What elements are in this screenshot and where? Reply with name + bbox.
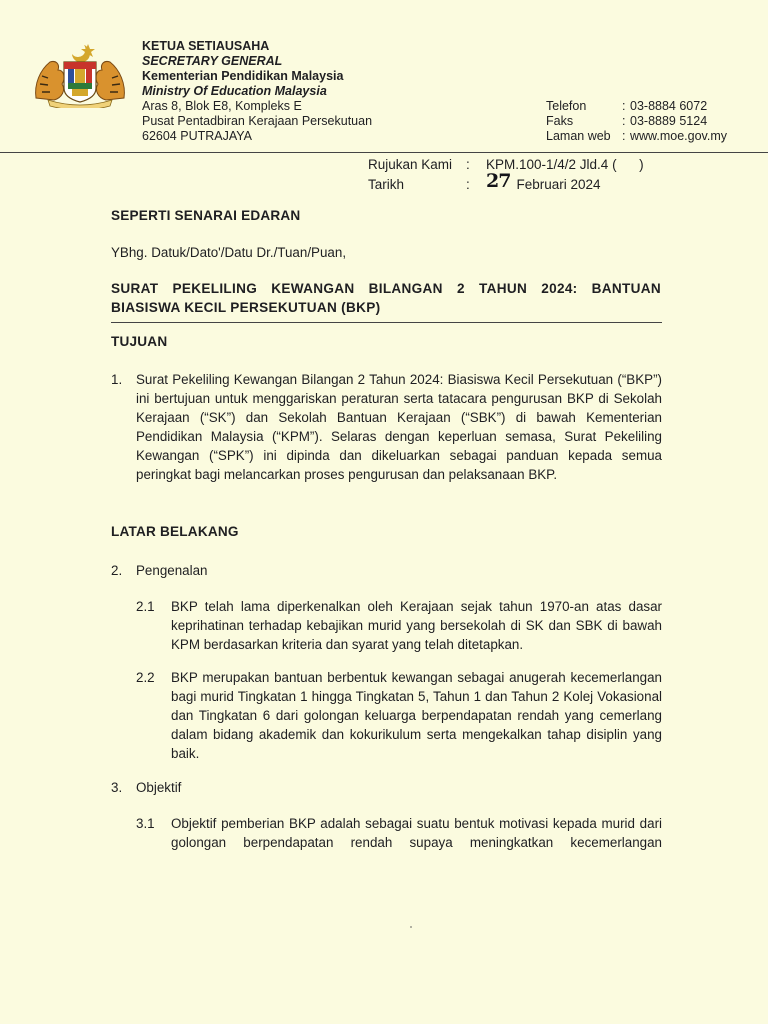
subsection-title-objektif: Objektif [136,780,182,795]
recipient-line: SEPERTI SENARAI EDARAN [111,208,301,223]
address-line-1: Aras 8, Blok E8, Kompleks E [142,99,302,113]
malaysia-coat-of-arms-icon [28,40,132,108]
paragraph-3-1: Objektif pemberian BKP adalah sebagai suatu bentuk motivasi kepada murid dari golongan berpendapatan rendah supaya meningkatkan kecemerlangan [171,816,662,850]
date-month-year: Februari 2024 [516,177,601,192]
subject-underline [111,322,662,323]
contact-colon: : [622,99,626,113]
paragraph-number: 3. [111,780,123,795]
contact-value: 03-8884 6072 [630,99,708,113]
ministry-crest [28,40,132,108]
section-heading-tujuan: TUJUAN [111,334,168,349]
ministry-name-en: Ministry Of Education Malaysia [142,84,327,98]
date-label: Tarikh [368,177,405,192]
paragraph-number: 2. [111,563,123,578]
date-colon: : [466,177,470,192]
salutation: YBhg. Datuk/Dato'/Datu Dr./Tuan/Puan, [111,245,347,260]
contact-colon: : [622,114,626,128]
office-title-ms: KETUA SETIAUSAHA [142,39,270,53]
contact-phone [546,99,727,114]
contact-fax [546,114,727,129]
paragraph-2-2: BKP merupakan bantuan berbentuk kewangan sebagai anugerah kecemerlangan bagi murid Tingkatan 1 hingga Tingkatan 5, Tahun 1 dan Tahun 2 Kolej Vokasional dan Tingkatan 6 dari golongan keluarga berpendapatan rendah yang cemerlang dalam bidang akademik dan kokurikulum serta mengekalkan tahap disiplin yang baik. [171,670,662,761]
contact-label: Laman web [546,129,611,143]
reference-colon: : [466,157,470,172]
contact-website [546,129,727,144]
contact-value: 03-8889 5124 [630,114,708,128]
subject-title: SURAT PEKELILING KEWANGAN BILANGAN 2 TAHUN 2024: BANTUAN BIASISWA KECIL PERSEKUTUAN (BKP) [111,281,661,315]
address-line-3: 62604 PUTRAJAYA [142,129,253,143]
paragraph-2-1: BKP telah lama diperkenalkan oleh Kerajaan sejak tahun 1970-an atas dasar keprihatinan terhadap kebajikan murid yang bersekolah di SK dan SBK di bawah KPM berdasarkan kriteria dan syarat yang telah ditetapkan. [171,599,662,652]
date-row [368,170,644,193]
paragraph-number: 2.1 [136,599,155,614]
contact-colon: : [622,129,626,143]
contact-label: Faks [546,114,574,128]
letterhead-divider [0,152,768,153]
contact-block [546,99,727,144]
paragraph-1: Surat Pekeliling Kewangan Bilangan 2 Tahun 2024: Biasiswa Kecil Persekutuan (“BKP”) ini bertujuan untuk menggariskan peraturan serta tatacara pengurusan BKP di Sekolah Kerajaan (“SK”) dan Sekolah Bantuan Kerajaan (“SBK”) di bawah Kementerian Pendidikan Malaysia (“KPM”). Selaras dengan keperluan semasa, Surat Pekeliling Kewangan (“SPK”) ini dipinda dan dikeluarkan sebagai panduan kepada semua peringkat bagi melancarkan proses pengurusan dan pelaksanaan BKP. [136,372,662,482]
reference-label: Rujukan Kami [368,157,453,172]
office-title-en: SECRETARY GENERAL [142,54,283,68]
subsection-title-pengenalan: Pengenalan [136,563,208,578]
contact-label: Telefon [546,99,587,113]
section-heading-latar-belakang: LATAR BELAKANG [111,524,239,539]
paragraph-number: 2.2 [136,670,155,685]
contact-value: www.moe.gov.my [630,129,728,143]
date-day-handwritten: 27 [486,170,511,192]
ministry-name-ms: Kementerian Pendidikan Malaysia [142,69,344,83]
address-line-2: Pusat Pentadbiran Kerajaan Persekutuan [142,114,373,128]
reference-value: KPM.100-1/4/2 Jld.4 ( ) [486,157,644,172]
paragraph-number: 1. [111,372,123,387]
scan-speck [410,926,412,928]
paragraph-number: 3.1 [136,816,155,831]
